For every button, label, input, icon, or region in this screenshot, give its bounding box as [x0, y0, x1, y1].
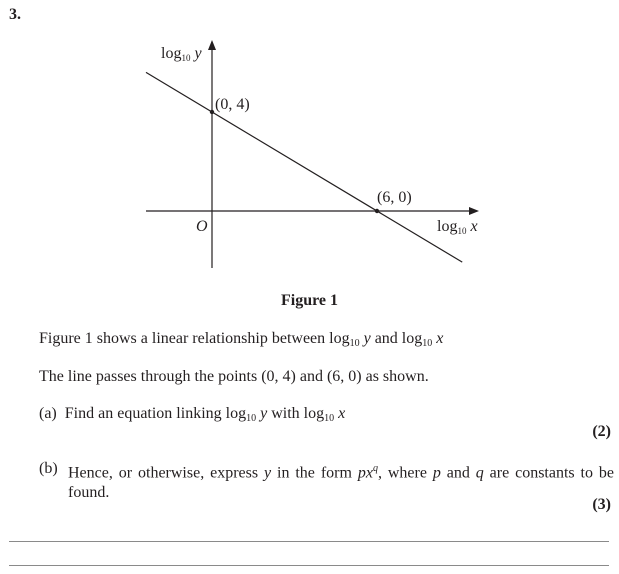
- y-axis-label: log10 y: [161, 45, 202, 63]
- point-a-label: (0, 4): [215, 96, 250, 113]
- paragraph-points: The line passes through the points (0, 4) and (6, 0) as shown.: [39, 368, 429, 385]
- answer-line-2: [9, 565, 609, 566]
- part-b-marks: (3): [592, 496, 611, 513]
- part-b-label: (b): [39, 460, 58, 477]
- data-point-1: [210, 110, 214, 114]
- part-a-marks: (2): [592, 423, 611, 440]
- origin-label: O: [196, 218, 208, 235]
- question-number: 3.: [9, 6, 21, 23]
- figure-caption: Figure 1: [280, 292, 339, 309]
- series-line: [146, 72, 462, 262]
- paragraph-relationship: Figure 1 shows a linear relationship between log10 y and log10 x: [39, 330, 444, 349]
- x-axis-label: log10 x: [437, 218, 478, 236]
- point-b-label: (6, 0): [377, 189, 412, 206]
- part-a: (a) Find an equation linking log10 y with log10 x: [39, 405, 346, 424]
- data-point-2: [375, 209, 379, 213]
- series-layer: [146, 72, 462, 262]
- part-b: (b) Hence, or otherwise, express y in the form $px^q$, where p and q are constants to be found.: [39, 460, 615, 502]
- answer-line-1: [9, 541, 609, 542]
- part-a-label: (a): [39, 405, 57, 422]
